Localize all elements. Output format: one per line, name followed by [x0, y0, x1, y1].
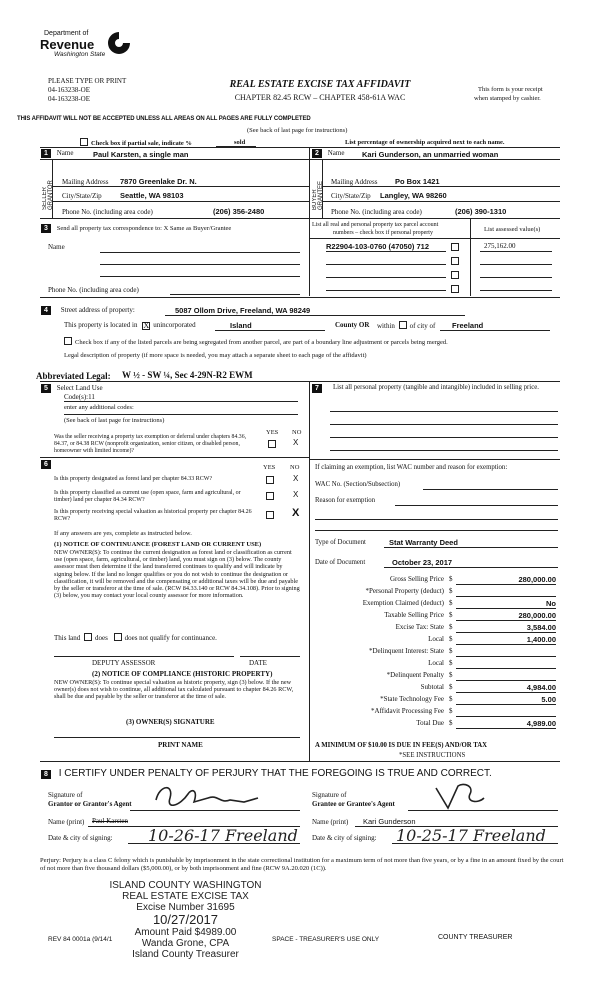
chapter-line: CHAPTER 82.45 RCW – CHAPTER 458-61A WAC [234, 93, 406, 102]
seller-name[interactable]: Paul Karsten, a single man [93, 150, 189, 159]
section-7-bottom-rule [40, 761, 560, 762]
assessed-rule-1 [480, 251, 552, 252]
city-value[interactable]: Freeland [452, 321, 484, 330]
buyer-side-rule [322, 160, 323, 218]
grantee-sig-label-1: Signature of [312, 791, 347, 799]
buyer-mailing[interactable]: Po Box 1421 [395, 177, 440, 186]
pp-rule-3 [330, 437, 558, 438]
see-instructions: *SEE INSTRUCTIONS [399, 752, 466, 759]
buyer-phone-label: Phone No. (including area code) [331, 208, 422, 216]
land-use-rule [64, 401, 298, 402]
dollar-sign: $ [449, 623, 453, 631]
street-label: Street address of property: [60, 306, 135, 314]
pp-rule-1 [330, 411, 558, 412]
grantor-print-label: Name (print) [48, 818, 85, 826]
deputy-rule [54, 656, 234, 657]
tax-row-label: *Personal Property (deduct) [365, 587, 444, 595]
parcel-header-rule [309, 238, 560, 239]
minimum-fee-note: A MINIMUM OF $10.00 IS DUE IN FEE(S) AND/OR TAX [315, 742, 488, 749]
warning-line: THIS AFFIDAVIT WILL NOT BE ACCEPTED UNLESS ALL AREAS ON ALL PAGES ARE FULLY COMPLETED [17, 116, 311, 122]
tax-row-rule [456, 680, 556, 681]
buyer-mailing-rule [322, 186, 560, 187]
does-not-checkbox[interactable] [114, 633, 122, 641]
section-4-badge: 4 [41, 306, 51, 315]
sold-label: sold [234, 139, 246, 146]
parcel-number[interactable]: R22904-103-0760 (47050) 712 [326, 242, 429, 251]
tax-row-rule [456, 668, 556, 669]
dollar-sign: $ [449, 647, 453, 655]
parcel-rule-4 [326, 290, 446, 291]
tax-row [312, 599, 562, 611]
dollar-sign: $ [449, 599, 453, 607]
section-1-bottom-rule [40, 218, 560, 219]
stamp-amount-paid: Amount Paid $4989.00 [134, 927, 237, 938]
grantee-date-label: Date & city of signing: [312, 834, 377, 842]
tax-row-rule [456, 620, 556, 621]
dollar-sign: $ [449, 659, 453, 667]
tax-row-label: *State Technology Fee [380, 695, 444, 703]
section6-instructions: If any answers are yes, complete as instructed below. [54, 530, 192, 537]
tax-row [312, 623, 562, 635]
notice1-body: NEW OWNER(S): To continue the current designation as forest land or classification as current use (open space, farm, agricultural, or timber) land, you must sign on (3) below. The county assessor must then determine if the land transferred continues to qualify and will indicate by signing below. If the land no longer qualifies or you do not wish to continue the designation or classification, it will be removed and the compensating or additional taxes will be due and payable by the seller or transferor at the time of sale. (RCW 84.33.140 or RCW 84.34.108). Prior to signing (3) below, you may contact your local county assessor for more information. [54, 549, 300, 600]
section5-see-back: (See back of last page for instructions) [64, 417, 165, 424]
grantee-date-rule [392, 843, 558, 844]
tax-row-label: Total Due [416, 719, 444, 727]
buyer-city-label: City/State/Zip [331, 192, 371, 200]
tax-row-rule [456, 584, 556, 585]
grantee-sig-label-2: Grantee or Grantee's Agent [312, 800, 395, 808]
wac-label: WAC No. (Section/Subsection) [315, 481, 401, 488]
assessed-header: List assessed value(s) [484, 226, 541, 233]
section5-no: NO [292, 429, 302, 436]
tax-row-value[interactable]: 4,989.00 [526, 719, 556, 728]
grantor-date-label: Date & city of signing: [48, 834, 113, 842]
unincorporated-label: unincorporated [153, 321, 196, 329]
this-land-row [54, 633, 217, 642]
parcel-checkbox-4[interactable] [451, 285, 459, 293]
forest-question: Is this property designated as forest land per chapter 84.33 RCW? [54, 476, 213, 482]
seller-city[interactable]: Seattle, WA 98103 [120, 191, 184, 200]
buyer-name-label: Name [327, 149, 345, 157]
owner-signature-label: (3) OWNER(S) SIGNATURE [126, 718, 215, 726]
tax-row [312, 719, 562, 731]
assessed-rule-2 [480, 264, 552, 265]
parcel-checkbox-3[interactable] [451, 271, 459, 279]
seller-mailing-label: Mailing Address [62, 178, 109, 186]
tax-row [312, 671, 562, 683]
tax-row-rule [456, 608, 556, 609]
county-treasurer-label: COUNTY TREASURER [438, 934, 513, 941]
dollar-sign: $ [449, 611, 453, 619]
county-rule [215, 330, 325, 331]
form-code-2: 04-163238-OE [48, 95, 90, 103]
parcel-checkboxes [451, 243, 462, 293]
notice2-title: (2) NOTICE OF COMPLIANCE (HISTORIC PROPERTY) [92, 670, 273, 678]
section-8-badge: 8 [41, 770, 51, 779]
perjury-note: Perjury: Perjury is a class C felony which is punishable by imprisonment in the state correctional institution for a maximum term of not more than five years, or by a fine in an amount fixed by the court of not more than five thousand dollars ($5,000.00), or by both imprisonment and fine (RCW 9A.20.020 (1C)). [40, 857, 564, 872]
parcel-rule-3 [326, 277, 446, 278]
dor-logo [40, 30, 135, 64]
notice2-body: NEW OWNER(S): To continue special valuation as historic property, sign (3) below. If the new owner(s) does not wish to continue, all additional tax calculated pursuant to chapter 84.26 RCW, shall be due and payable by the seller or transferor at the time of sale. [54, 679, 294, 701]
section-4-bottom-rule [40, 381, 560, 382]
tax-row [312, 611, 562, 623]
historic-no-mark[interactable]: X [292, 507, 300, 519]
dollar-sign: $ [449, 683, 453, 691]
seller-side-rule [52, 160, 53, 218]
tax-row [312, 575, 562, 587]
tax-row-value[interactable]: No [546, 599, 556, 608]
reason-rule-1 [395, 505, 558, 506]
section6-yes: YES [263, 464, 276, 471]
dollar-sign: $ [449, 671, 453, 679]
section-6-badge: 6 [41, 460, 51, 469]
segregated-label: Check box if any of the listed parcels are being segregated from another parcel, are part of a boundary line adjustment or parcels being merged. [75, 339, 448, 346]
tax-row-rule [456, 692, 556, 693]
seller-name-row [41, 149, 73, 158]
section5-yes: YES [266, 429, 279, 436]
tax-row-label: *Delinquent Penalty [386, 671, 444, 679]
pp-rule-4 [330, 450, 558, 451]
tax-row-rule [456, 596, 556, 597]
buyer-phone[interactable]: (206) 390-1310 [455, 207, 507, 216]
exemption-question: Was the seller receiving a property tax exemption or deferral under chapters 84.36, 84.37, or 84.38 RCW (nonprofit organization, senior citizen, or disabled person, homeowner with limited income)? [54, 434, 247, 454]
dor-swirl-icon [106, 30, 132, 56]
section-1-2-divider [309, 147, 310, 219]
seller-side-label: SELLER GRANTOR [42, 180, 54, 210]
grantor-signature[interactable] [148, 780, 268, 814]
stamp-treasurer-title: Island County Treasurer [132, 949, 239, 960]
section-1-badge: 1 [41, 149, 51, 158]
legal-desc-label: Legal description of property (if more space is needed, you may attach a separate sheet to each page of the affidavit) [64, 352, 367, 359]
stamp-excise-number: Excise Number 31695 [136, 902, 235, 913]
seller-mailing[interactable]: 7870 Greenlake Dr. N. [120, 177, 197, 186]
tax-row-value[interactable]: 3,584.00 [526, 623, 556, 632]
buyer-city-rule [322, 201, 560, 202]
does-checkbox[interactable] [84, 633, 92, 641]
city-rule [440, 330, 550, 331]
section-5-7-divider [309, 381, 310, 761]
unincorporated-checkbox[interactable]: X [143, 321, 150, 330]
certify-statement: I CERTIFY UNDER PENALTY OF PERJURY THAT THE FOREGOING IS TRUE AND CORRECT. [58, 768, 492, 779]
wac-rule [423, 489, 558, 490]
seller-phone-label: Phone No. (including area code) [62, 208, 153, 216]
stamp-tax-type: REAL ESTATE EXCISE TAX [122, 891, 249, 902]
street-address[interactable]: 5087 Ollom Drive, Freeland, WA 98249 [175, 306, 311, 315]
land-use-code[interactable]: Code(s):11 [64, 393, 95, 401]
doc-date[interactable]: October 23, 2017 [392, 558, 453, 567]
tax-row-label: Exemption Claimed (deduct) [362, 599, 444, 607]
street-row [41, 306, 135, 315]
section-5-badge: 5 [41, 384, 51, 393]
parcel-checkbox-2[interactable] [451, 257, 459, 265]
within-row [377, 321, 435, 330]
grantor-sig-label-2: Grantor or Grantor's Agent [48, 800, 132, 808]
dollar-sign: $ [449, 719, 453, 727]
seller-mailing-rule [52, 186, 309, 187]
tax-row-label: Taxable Selling Price [384, 611, 444, 619]
correspondence-name-label: Name [48, 243, 65, 251]
stamp-date: 10/27/2017 [152, 912, 219, 927]
tax-row [312, 587, 562, 599]
tax-row [312, 707, 562, 719]
segregated-checkbox[interactable] [64, 337, 72, 345]
receipt-note-2: when stamped by cashier. [474, 95, 541, 102]
grantee-signature[interactable] [430, 780, 490, 814]
receipt-note-1: This form is your receipt [478, 86, 543, 93]
buyer-city[interactable]: Langley, WA 98260 [380, 191, 447, 200]
buyer-mailing-label: Mailing Address [331, 178, 378, 186]
section-2-badge: 2 [312, 149, 322, 158]
tax-row-label: Local [428, 635, 444, 643]
parcel-left-rule [309, 218, 310, 296]
buyer-name-row [312, 149, 344, 158]
dept-name: Revenue [40, 37, 95, 52]
within-checkbox[interactable] [399, 321, 407, 329]
this-land-label: This land [54, 634, 81, 642]
owner-sig-rule [54, 737, 300, 738]
seller-phone[interactable]: (206) 356-2480 [213, 207, 265, 216]
dept-line: Department of [44, 30, 89, 37]
tax-row [312, 647, 562, 659]
certify-row [41, 768, 492, 779]
city-of-label: of city of [409, 322, 436, 330]
additional-codes-label: enter any additional codes: [64, 404, 134, 411]
dollar-sign: $ [449, 635, 453, 643]
section-7-row [312, 384, 322, 393]
partial-sale-label: Check box if partial sale, indicate % [91, 140, 192, 147]
reason-rule-2 [315, 519, 558, 520]
corr-name-rule [100, 252, 300, 253]
tax-row [312, 695, 562, 707]
section-7-badge: 7 [312, 384, 322, 393]
select-land-use-label: Select Land Use [56, 384, 103, 392]
abbrev-legal-label: Abbreviated Legal: [36, 371, 111, 381]
assessed-value[interactable]: 275,162.00 [484, 242, 516, 250]
ownership-note: List percentage of ownership acquired next to each name. [345, 139, 505, 146]
forest-yes-checkbox[interactable] [266, 476, 274, 484]
date-rule [240, 656, 300, 657]
historic-yes-checkbox[interactable] [266, 511, 274, 519]
page-title: REAL ESTATE EXCISE TAX AFFIDAVIT [229, 79, 411, 90]
abbrev-legal-value[interactable]: W ½ - SW ¼, Sec 4-29N-R2 EWM [122, 370, 253, 380]
see-back-instructions: (See back of last page for instructions) [247, 127, 348, 134]
partial-sale [80, 138, 192, 147]
parcel-checkbox-1[interactable] [451, 243, 459, 251]
assessed-rule-4 [480, 290, 552, 291]
parcel-header-2: numbers – check box if personal property [333, 230, 433, 236]
doc-type-label: Type of Document [315, 539, 366, 546]
please-type: PLEASE TYPE OR PRINT [48, 77, 127, 85]
section-3-badge: 3 [41, 224, 51, 233]
located-in-label: This property is located in [64, 321, 138, 329]
print-name-label: PRINT NAME [158, 741, 203, 749]
county-value[interactable]: Island [230, 321, 252, 330]
tax-row-value[interactable]: 280,000.00 [518, 611, 556, 620]
section-7-sep-rule [310, 459, 560, 460]
rev-form-number: REV 84 0001a (9/14/1 [48, 936, 113, 943]
doc-type[interactable]: Stat Warranty Deed [389, 538, 458, 547]
deputy-assessor-label: DEPUTY ASSESSOR [92, 659, 156, 667]
correspondence-row [41, 224, 231, 233]
tax-row-rule [456, 644, 556, 645]
current-use-yes-checkbox[interactable] [266, 492, 274, 500]
tax-row-label: Local [428, 659, 444, 667]
corr-addr-rule-1 [100, 264, 300, 265]
land-use-row [41, 384, 103, 393]
buyer-side-label: BUYER GRANTEE [312, 180, 324, 210]
stamp-county: ISLAND COUNTY WASHINGTON [109, 880, 262, 891]
seller-city-label: City/State/Zip [62, 192, 102, 200]
grantee-date[interactable]: 10-25-17 Freeland [396, 826, 546, 845]
section-1-top-rule [40, 147, 560, 148]
within-label: within [377, 322, 395, 330]
correspondence-text: Send all property tax correspondence to: X Same as Buyer/Grantee [56, 225, 232, 232]
tax-row-label: *Affidavit Processing Fee [371, 707, 444, 715]
tax-row-rule [456, 704, 556, 705]
corr-phone-rule [170, 294, 300, 295]
reason-rule-3 [315, 530, 558, 531]
corr-addr-rule-2 [100, 276, 300, 277]
current-use-no-mark[interactable]: X [293, 490, 299, 499]
stamp-treasurer-name: Wanda Grone, CPA [141, 938, 230, 949]
pp-rule-2 [330, 424, 558, 425]
grantor-print[interactable]: Paul Karsten [92, 817, 128, 825]
exemption-yes-checkbox[interactable] [268, 440, 276, 448]
located-row [64, 321, 196, 330]
does-not-label: does not qualify for continuance. [124, 634, 217, 642]
tax-row-label: Subtotal [420, 683, 444, 691]
dollar-sign: $ [449, 587, 453, 595]
grantor-date[interactable]: 10-26-17 Freeland [148, 826, 298, 845]
exemption-no-mark[interactable]: X [293, 438, 299, 447]
tax-row [312, 659, 562, 671]
tax-row-value[interactable]: 4,984.00 [526, 683, 556, 692]
section6-no: NO [290, 464, 300, 471]
treasurer-stamp [98, 880, 273, 960]
seller-city-rule [52, 201, 309, 202]
exemption-claim-text: If claiming an exemption, list WAC number and reason for exemption: [315, 464, 508, 471]
grantee-print[interactable]: Kari Gunderson [363, 817, 416, 826]
section-3-bottom-rule [40, 297, 560, 298]
assessed-rule-3 [480, 277, 552, 278]
tax-row [312, 683, 562, 695]
historic-question: Is this property receiving special valuation as historical property per chapter 84.26 RCW? [54, 509, 252, 522]
section-1-name-rule [40, 159, 560, 160]
doc-date-rule [384, 567, 558, 568]
tax-row-rule [456, 632, 556, 633]
section-5-bottom-rule [40, 457, 310, 458]
form-code-1: 04-163238-OE [48, 86, 90, 94]
seller-name-label: Name [56, 149, 74, 157]
dept-state: Washington State [54, 51, 106, 58]
treasurer-use-only: SPACE - TREASURER'S USE ONLY [272, 936, 380, 943]
dollar-sign: $ [449, 707, 453, 715]
grantee-sig-rule [408, 810, 558, 811]
tax-row-value[interactable]: 5.00 [541, 695, 556, 704]
tax-row-value[interactable]: 280,000.00 [518, 575, 556, 584]
tax-row-rule [456, 716, 556, 717]
street-rule [165, 315, 465, 316]
tax-row-rule [456, 656, 556, 657]
current-use-question: Is this property classified as current use (open space, farm and agricultural, or timber) land per chapter 84.34 RCW? [54, 490, 241, 503]
dollar-sign: $ [449, 695, 453, 703]
notice1-title: (1) NOTICE OF CONTINUANCE (FOREST LAND OR CURRENT USE) [54, 541, 262, 548]
parcel-rule-2 [326, 264, 446, 265]
section-6-row [41, 460, 51, 469]
tax-row [312, 635, 562, 647]
tax-row-value[interactable]: 1,400.00 [526, 635, 556, 644]
parcel-assessed-divider [470, 218, 471, 296]
tax-row-label: Gross Selling Price [389, 575, 444, 583]
buyer-name[interactable]: Kari Gunderson, an unmarried woman [362, 150, 499, 159]
tax-row-rule [456, 728, 556, 729]
dollar-sign: $ [449, 575, 453, 583]
tax-row-label: *Delinquent Interest: State [368, 647, 444, 655]
grantee-print-label: Name (print) [312, 818, 349, 826]
doc-date-label: Date of Document [315, 559, 366, 566]
grantor-sig-label-1: Signature of [48, 791, 83, 799]
parcel-rule-1 [326, 251, 446, 252]
correspondence-phone-label: Phone No. (including area code) [48, 286, 139, 294]
reason-label: Reason for exemption [315, 497, 376, 504]
county-label: County OR [335, 321, 370, 329]
does-label: does [95, 634, 108, 642]
segregated-row [64, 337, 448, 346]
grantor-date-rule [128, 843, 300, 844]
parcel-header-1: List all real and personal property tax parcel account [312, 222, 439, 228]
grantor-sig-rule [130, 810, 300, 811]
partial-sale-checkbox[interactable] [80, 138, 88, 146]
doc-type-rule [384, 547, 558, 548]
additional-codes-rule [64, 414, 298, 415]
tax-row-label: Excise Tax: State [395, 623, 444, 631]
personal-property-text: List all personal property (tangible and intangible) included in selling price. [333, 384, 539, 391]
assessor-date-label: DATE [249, 659, 267, 667]
forest-no-mark[interactable]: X [293, 474, 299, 483]
